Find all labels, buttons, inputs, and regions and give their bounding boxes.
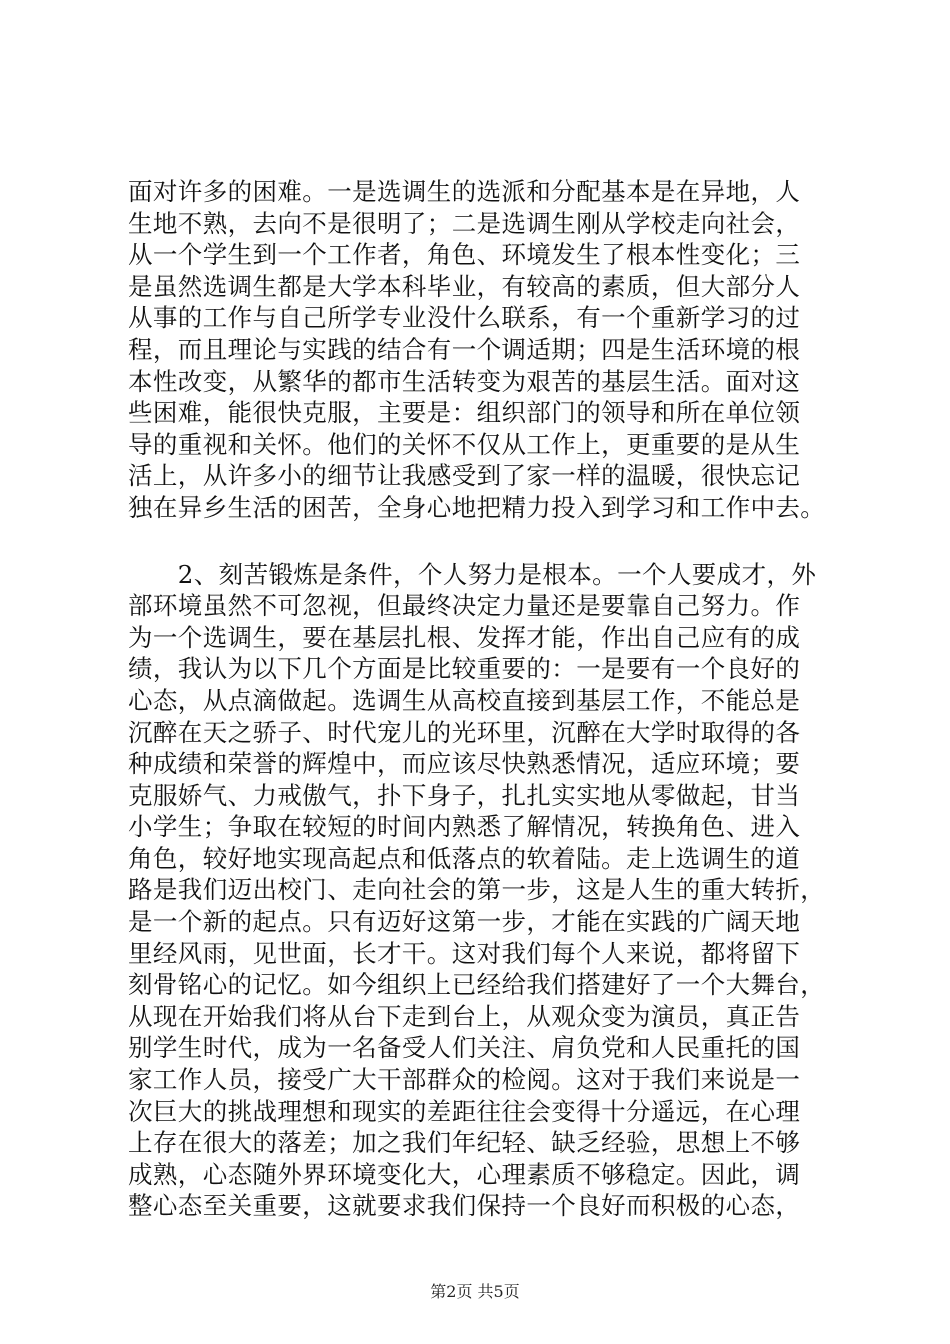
page-number-footer: 第2页 共5页 [430,1282,520,1301]
text-line: 路是我们迈出校门、走向社会的第一步，这是人生的重大转折， [128,875,826,905]
text-line: 部环境虽然不可忽视，但最终决定力量还是要靠自己努力。作 [128,591,801,621]
text-line: 整心态至关重要，这就要求我们保持一个良好而积极的心态， [128,1191,801,1221]
text-line: 导的重视和关怀。他们的关怀不仅从工作上，更重要的是从生 [128,429,801,459]
text-line: 些困难，能很快克服，主要是：组织部门的领导和所在单位领 [128,398,801,428]
text-line: 为一个选调生，要在基层扎根、发挥才能，作出自己应有的成 [128,622,801,652]
text-line: 生地不熟，去向不是很明了；二是选调生刚从学校走向社会， [128,208,801,238]
paragraph-spacer [128,524,828,559]
text-line: 里经风雨，见世面，长才干。这对我们每个人来说，都将留下 [128,938,801,968]
text-line: 绩，我认为以下几个方面是比较重要的：一是要有一个良好的 [128,654,801,684]
text-line: 成熟，心态随外界环境变化大，心理素质不够稳定。因此，调 [128,1159,801,1189]
text-line: 种成绩和荣誉的辉煌中，而应该尽快熟悉情况，适应环境；要 [128,749,801,779]
text-line: 家工作人员，接受广大干部群众的检阅。这对于我们来说是一 [128,1065,801,1095]
text-line: 从一个学生到一个工作者，角色、环境发生了根本性变化；三 [128,240,801,270]
paragraph-2 [128,559,828,1222]
text-line: 次巨大的挑战理想和现实的差距往往会变得十分遥远，在心理 [128,1096,801,1126]
text-line: 小学生；争取在较短的时间内熟悉了解情况，转换角色、进入 [128,812,801,842]
text-line: 面对许多的困难。一是选调生的选派和分配基本是在异地，人 [128,177,801,206]
text-line: 别学生时代，成为一名备受人们关注、肩负党和人民重托的国 [128,1033,801,1063]
text-line: 是一个新的起点。只有迈好这第一步，才能在实践的广阔天地 [128,907,801,937]
text-line: 上存在很大的落差；加之我们年纪轻、缺乏经验，思想上不够 [128,1128,801,1158]
text-line: 心态，从点滴做起。选调生从高校直接到基层工作，不能总是 [128,685,801,715]
text-line: 程，而且理论与实践的结合有一个调适期；四是生活环境的根 [128,334,801,364]
text-line: 是虽然选调生都是大学本科毕业，有较高的素质，但大部分人 [128,271,801,301]
text-line: 沉醉在天之骄子、时代宠儿的光环里，沉醉在大学时取得的各 [128,717,801,747]
text-line: 角色，较好地实现高起点和低落点的软着陆。走上选调生的道 [128,843,801,873]
text-line: 刻骨铭心的记忆。如今组织上已经给我们搭建好了一个大舞台， [128,970,826,1000]
body-text [128,176,828,1222]
text-line: 2、刻苦锻炼是条件，个人努力是根本。一个人要成才，外 [128,559,817,589]
text-line: 独在异乡生活的困苦，全身心地把精力投入到学习和工作中去。 [128,492,826,522]
text-line: 从现在开始我们将从台下走到台上，从观众变为演员，真正告 [128,1001,801,1031]
text-line: 克服娇气、力戒傲气，扑下身子，扎扎实实地从零做起，甘当 [128,780,801,810]
paragraph-1 [128,176,828,524]
text-line: 活上，从许多小的细节让我感受到了家一样的温暖，很快忘记 [128,461,801,491]
text-line: 本性改变，从繁华的都市生活转变为艰苦的基层生活。面对这 [128,366,801,396]
text-line: 从事的工作与自己所学专业没什么联系，有一个重新学习的过 [128,303,801,333]
